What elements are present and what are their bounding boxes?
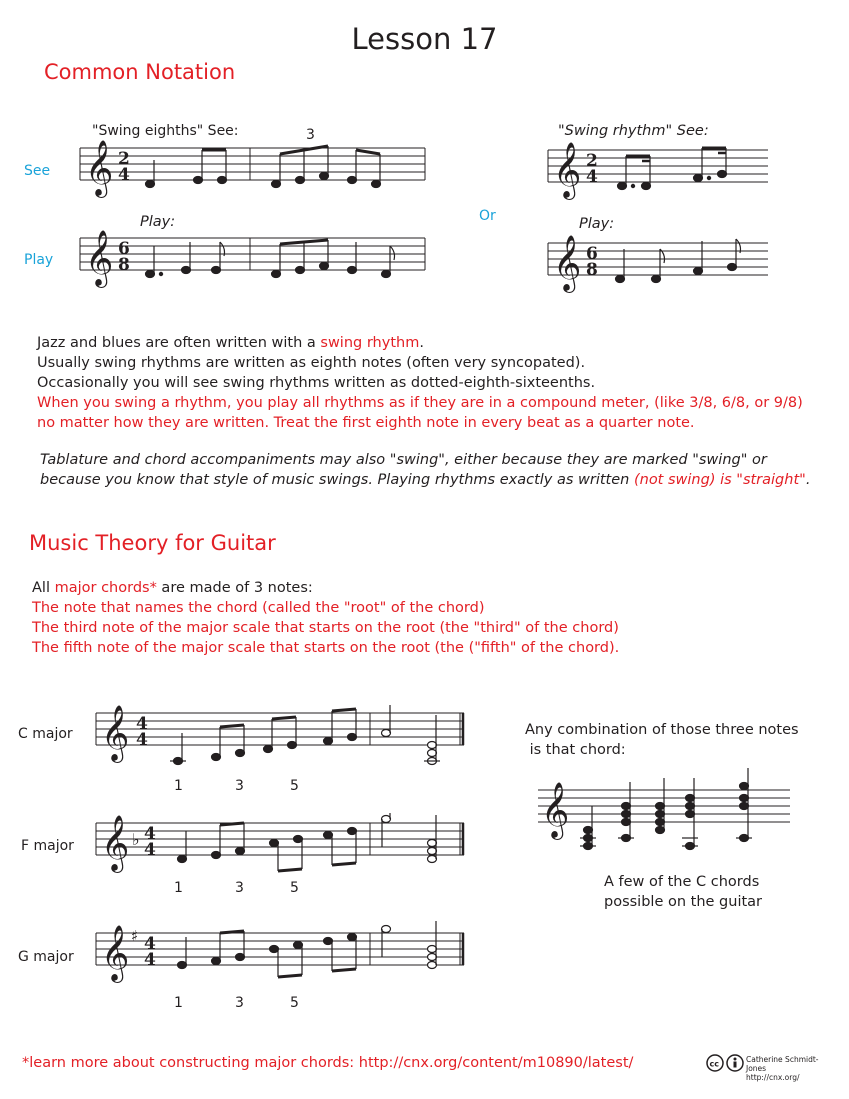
staff-dotted-play xyxy=(548,233,773,303)
chords-caption xyxy=(604,872,824,912)
triplet-mark: 3 xyxy=(306,127,315,143)
time-sig-top: 4 xyxy=(144,824,156,844)
time-sig-bottom: 4 xyxy=(136,730,148,750)
time-sig-top: 4 xyxy=(144,934,156,954)
swing-paragraph xyxy=(37,333,827,433)
time-sig-top: 2 xyxy=(586,151,598,171)
theory-point-1: The note that names the chord (called the "root" of the chord) xyxy=(32,600,485,616)
svg-text:cc: cc xyxy=(709,1059,719,1069)
time-sig-bottom: 4 xyxy=(118,165,130,185)
time-sig-bottom: 4 xyxy=(586,167,598,187)
treble-clef-icon: 𝄞 xyxy=(85,230,114,286)
tablature-note xyxy=(40,450,830,490)
treble-clef-icon: 𝄞 xyxy=(101,815,130,871)
swing-rhythm-term: swing rhythm xyxy=(320,335,420,351)
paragraph-line-3: Occasionally you will see swing rhythms written as dotted-eighth-sixteenths. xyxy=(37,375,596,391)
theory-heading: Music Theory for Guitar xyxy=(29,531,276,555)
staff-g-major xyxy=(96,925,471,1020)
theory-point-3: The fifth note of the major scale that starts on the root (the ("fifth" of the chord). xyxy=(32,640,620,656)
sharp-sign-icon: ♯ xyxy=(131,927,139,945)
play-row-label: Play xyxy=(24,252,54,268)
degree-5: 5 xyxy=(290,880,299,896)
degree-1: 1 xyxy=(174,778,183,794)
staff-swing-eighths-see xyxy=(80,140,430,210)
chords-note-line-1: Any combination of those three notes xyxy=(525,722,799,738)
chords-caption-line-1: A few of the C chords xyxy=(604,874,760,890)
see-row-label: See xyxy=(24,163,51,179)
time-sig-bottom: 8 xyxy=(118,255,130,275)
staff-c-major xyxy=(96,705,471,800)
or-label: Or xyxy=(479,208,496,224)
license-block xyxy=(706,1053,836,1082)
time-sig-top: 2 xyxy=(118,149,130,169)
author-name: Catherine Schmidt-Jones xyxy=(746,1055,819,1073)
degree-5: 5 xyxy=(290,778,299,794)
treble-clef-icon: 𝄞 xyxy=(553,142,582,198)
swing-eighths-label: "Swing eighths" See: xyxy=(92,123,239,139)
theory-intro-line: All major chords* are made of 3 notes: xyxy=(32,580,313,596)
chords-caption-line-2: possible on the guitar xyxy=(604,894,763,910)
common-notation-heading: Common Notation xyxy=(44,60,236,84)
major-chords-term: major chords* xyxy=(54,580,157,596)
creative-commons-icon xyxy=(706,1053,746,1075)
treble-clef-icon: 𝄞 xyxy=(553,235,582,291)
time-sig-top: 4 xyxy=(136,714,148,734)
time-sig-top: 6 xyxy=(586,244,598,264)
degree-3: 3 xyxy=(235,778,244,794)
time-sig-bottom: 8 xyxy=(586,260,598,280)
f-major-label: F major xyxy=(21,838,74,854)
g-major-label: G major xyxy=(18,949,74,965)
time-sig-bottom: 4 xyxy=(144,840,156,860)
degree-3: 3 xyxy=(235,995,244,1011)
theory-point-2: The third note of the major scale that starts on the root (the "third" of the chord) xyxy=(32,620,619,636)
paragraph-line-4: When you swing a rhythm, you play all rhythms as if they are in a compound meter, (like 3/8, 6/8, or 9/8) xyxy=(37,395,803,411)
straight-term: (not swing) is "straight" xyxy=(633,472,806,488)
swing-rhythm-label: "Swing rhythm" See: xyxy=(558,123,709,139)
staff-c-chords xyxy=(538,778,793,858)
play-label-right: Play: xyxy=(579,216,615,232)
time-sig-top: 6 xyxy=(118,239,130,259)
staff-f-major xyxy=(96,815,471,910)
author-url[interactable]: http://cnx.org/ xyxy=(746,1073,800,1082)
degree-1: 1 xyxy=(174,995,183,1011)
degree-3: 3 xyxy=(235,880,244,896)
page-title: Lesson 17 xyxy=(351,22,498,56)
paragraph-line-5: no matter how they are written. Treat the first eighth note in every beat as a quarter note. xyxy=(37,415,695,431)
treble-clef-icon: 𝄞 xyxy=(541,782,570,838)
paragraph-line-2: Usually swing rhythms are written as eighth notes (often very syncopated). xyxy=(37,355,586,371)
treble-clef-icon: 𝄞 xyxy=(85,140,114,196)
treble-clef-icon: 𝄞 xyxy=(101,925,130,981)
time-sig-bottom: 4 xyxy=(144,950,156,970)
flat-sign-icon: ♭ xyxy=(132,830,140,849)
chords-note xyxy=(525,720,825,760)
tablature-note-line-1: Tablature and chord accompaniments may also "swing", either because they are marked "swing" or xyxy=(40,452,767,468)
degree-5: 5 xyxy=(290,995,299,1011)
staff-swing-eighths-play xyxy=(80,230,430,300)
degree-1: 1 xyxy=(174,880,183,896)
tablature-note-line-2: because you know that style of music swings. Playing rhythms exactly as written (not swing) is "straight". xyxy=(40,472,811,488)
chords-note-line-2: is that chord: xyxy=(525,742,626,758)
treble-clef-icon: 𝄞 xyxy=(101,705,130,761)
c-major-label: C major xyxy=(18,726,73,742)
play-label-left: Play: xyxy=(140,214,176,230)
footer-link[interactable]: *learn more about constructing major chords: http://cnx.org/content/m10890/latest/ xyxy=(22,1055,634,1071)
paragraph-line-1: Jazz and blues are often written with a swing rhythm. xyxy=(37,335,424,351)
staff-dotted-see xyxy=(548,140,773,210)
theory-intro xyxy=(32,578,822,658)
